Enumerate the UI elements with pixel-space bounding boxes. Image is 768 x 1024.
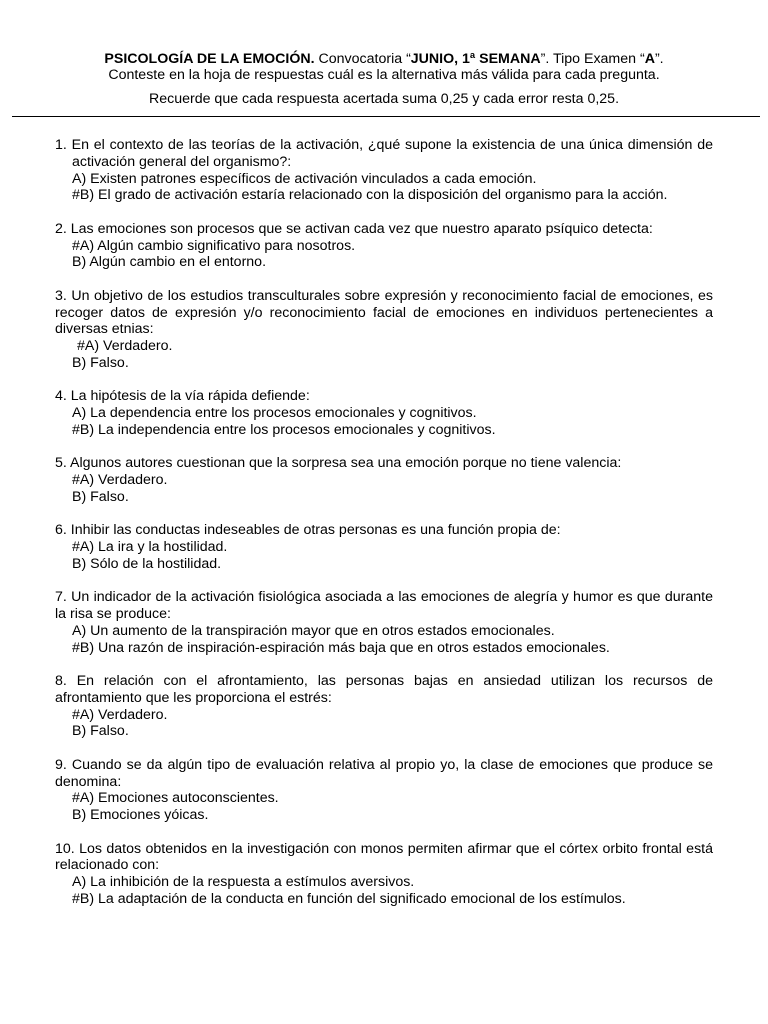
answer-option: #A) Verdadero. <box>77 338 173 355</box>
question-stem: 6. Inhibir las conductas indeseables de otras personas es una función propia de: <box>55 522 561 539</box>
answer-option: #A) La ira y la hostilidad. <box>72 539 228 556</box>
answer-option: A) Un aumento de la transpiración mayor que en otros estados emocionales. <box>72 622 555 639</box>
answer-option: #A) Algún cambio significativo para nosotros. <box>72 237 356 254</box>
session-name: JUNIO, 1ª SEMANA <box>410 51 541 67</box>
answer-option: B) Falso. <box>72 723 129 740</box>
answer-option: A) La inhibición de la respuesta a estímulos aversivos. <box>72 874 415 891</box>
question-item <box>55 388 713 438</box>
answer-option: #B) El grado de activación estaría relacionado con la disposición del organismo para la acción. <box>72 187 668 204</box>
course-title: PSICOLOGÍA DE LA EMOCIÓN. <box>104 51 315 67</box>
answer-option: #A) Verdadero. <box>72 706 168 723</box>
question-stem: 4. La hipótesis de la vía rápida defiende: <box>55 388 310 405</box>
answer-option: B) Emociones yóicas. <box>72 807 209 824</box>
question-stem: 8. En relación con el afrontamiento, las personas bajas en ansiedad utilizan los recursos de afrontamiento que les proporciona el estrés: <box>55 673 713 706</box>
answer-option: #B) La independencia entre los procesos emocionales y cognitivos. <box>72 421 496 438</box>
header-title-line: PSICOLOGÍA DE LA EMOCIÓN. Convocatoria “JUNIO, 1ª SEMANA”. Tipo Examen “A”. <box>104 51 664 67</box>
answer-option: B) Falso. <box>72 354 129 371</box>
answer-option: #A) Verdadero. <box>72 472 168 489</box>
question-stem: 10. Los datos obtenidos en la investigación con monos permiten afirmar que el córtex orbito frontal está relacionado con: <box>55 840 713 874</box>
answer-option: A) Existen patrones específicos de activación vinculados a cada emoción. <box>72 170 537 187</box>
question-stem: 5. Algunos autores cuestionan que la sorpresa sea una emoción porque no tiene valencia: <box>55 455 622 472</box>
question-item <box>55 673 713 740</box>
answer-option: #B) Una razón de inspiración-espiración más baja que en otros estados emocionales. <box>72 639 610 656</box>
question-stem: 3. Un objetivo de los estudios transculturales sobre expresión y reconocimiento facial de emociones, es recoger datos de expresión y/o reconocimiento facial de emociones en individuos pertenecientes a diversas etnias: <box>55 287 713 338</box>
question-item <box>55 137 713 204</box>
answer-option: B) Sólo de la hostilidad. <box>72 555 222 572</box>
question-item <box>55 455 713 505</box>
header-instructions: Conteste en la hoja de respuestas cuál es la alternativa más válida para cada pregunta. <box>108 67 660 83</box>
question-stem: 2. Las emociones son procesos que se activan cada vez que nuestro aparato psíquico detecta: <box>55 220 653 237</box>
answer-option: B) Algún cambio en el entorno. <box>72 254 267 271</box>
question-item <box>55 841 713 908</box>
question-item <box>55 522 713 572</box>
answer-option: A) La dependencia entre los procesos emocionales y cognitivos. <box>72 405 477 422</box>
answer-option: B) Falso. <box>72 488 129 505</box>
answer-option: #B) La adaptación de la conducta en función del significado emocional de los estímulos. <box>72 891 626 908</box>
question-list <box>55 137 713 924</box>
question-item <box>55 288 713 372</box>
question-stem: 7. Un indicador de la activación fisiológica asociada a las emociones de alegría y humor es que durante la risa se produce: <box>55 589 713 623</box>
header-divider <box>12 116 760 117</box>
header-scoring-note: Recuerde que cada respuesta acertada suma 0,25 y cada error resta 0,25. <box>148 91 620 107</box>
question-item <box>55 757 713 824</box>
question-item <box>55 589 713 656</box>
question-stem: 9. Cuando se da algún tipo de evaluación relativa al propio yo, la clase de emociones que produce se denomina: <box>55 756 713 790</box>
exam-header <box>0 0 768 107</box>
question-item <box>55 221 713 271</box>
question-stem: 1. En el contexto de las teorías de la activación, ¿qué supone la existencia de una única dimensión de activación general del organismo?: <box>55 137 713 170</box>
exam-type: A <box>644 51 655 67</box>
answer-option: #A) Emociones autoconscientes. <box>72 790 279 807</box>
